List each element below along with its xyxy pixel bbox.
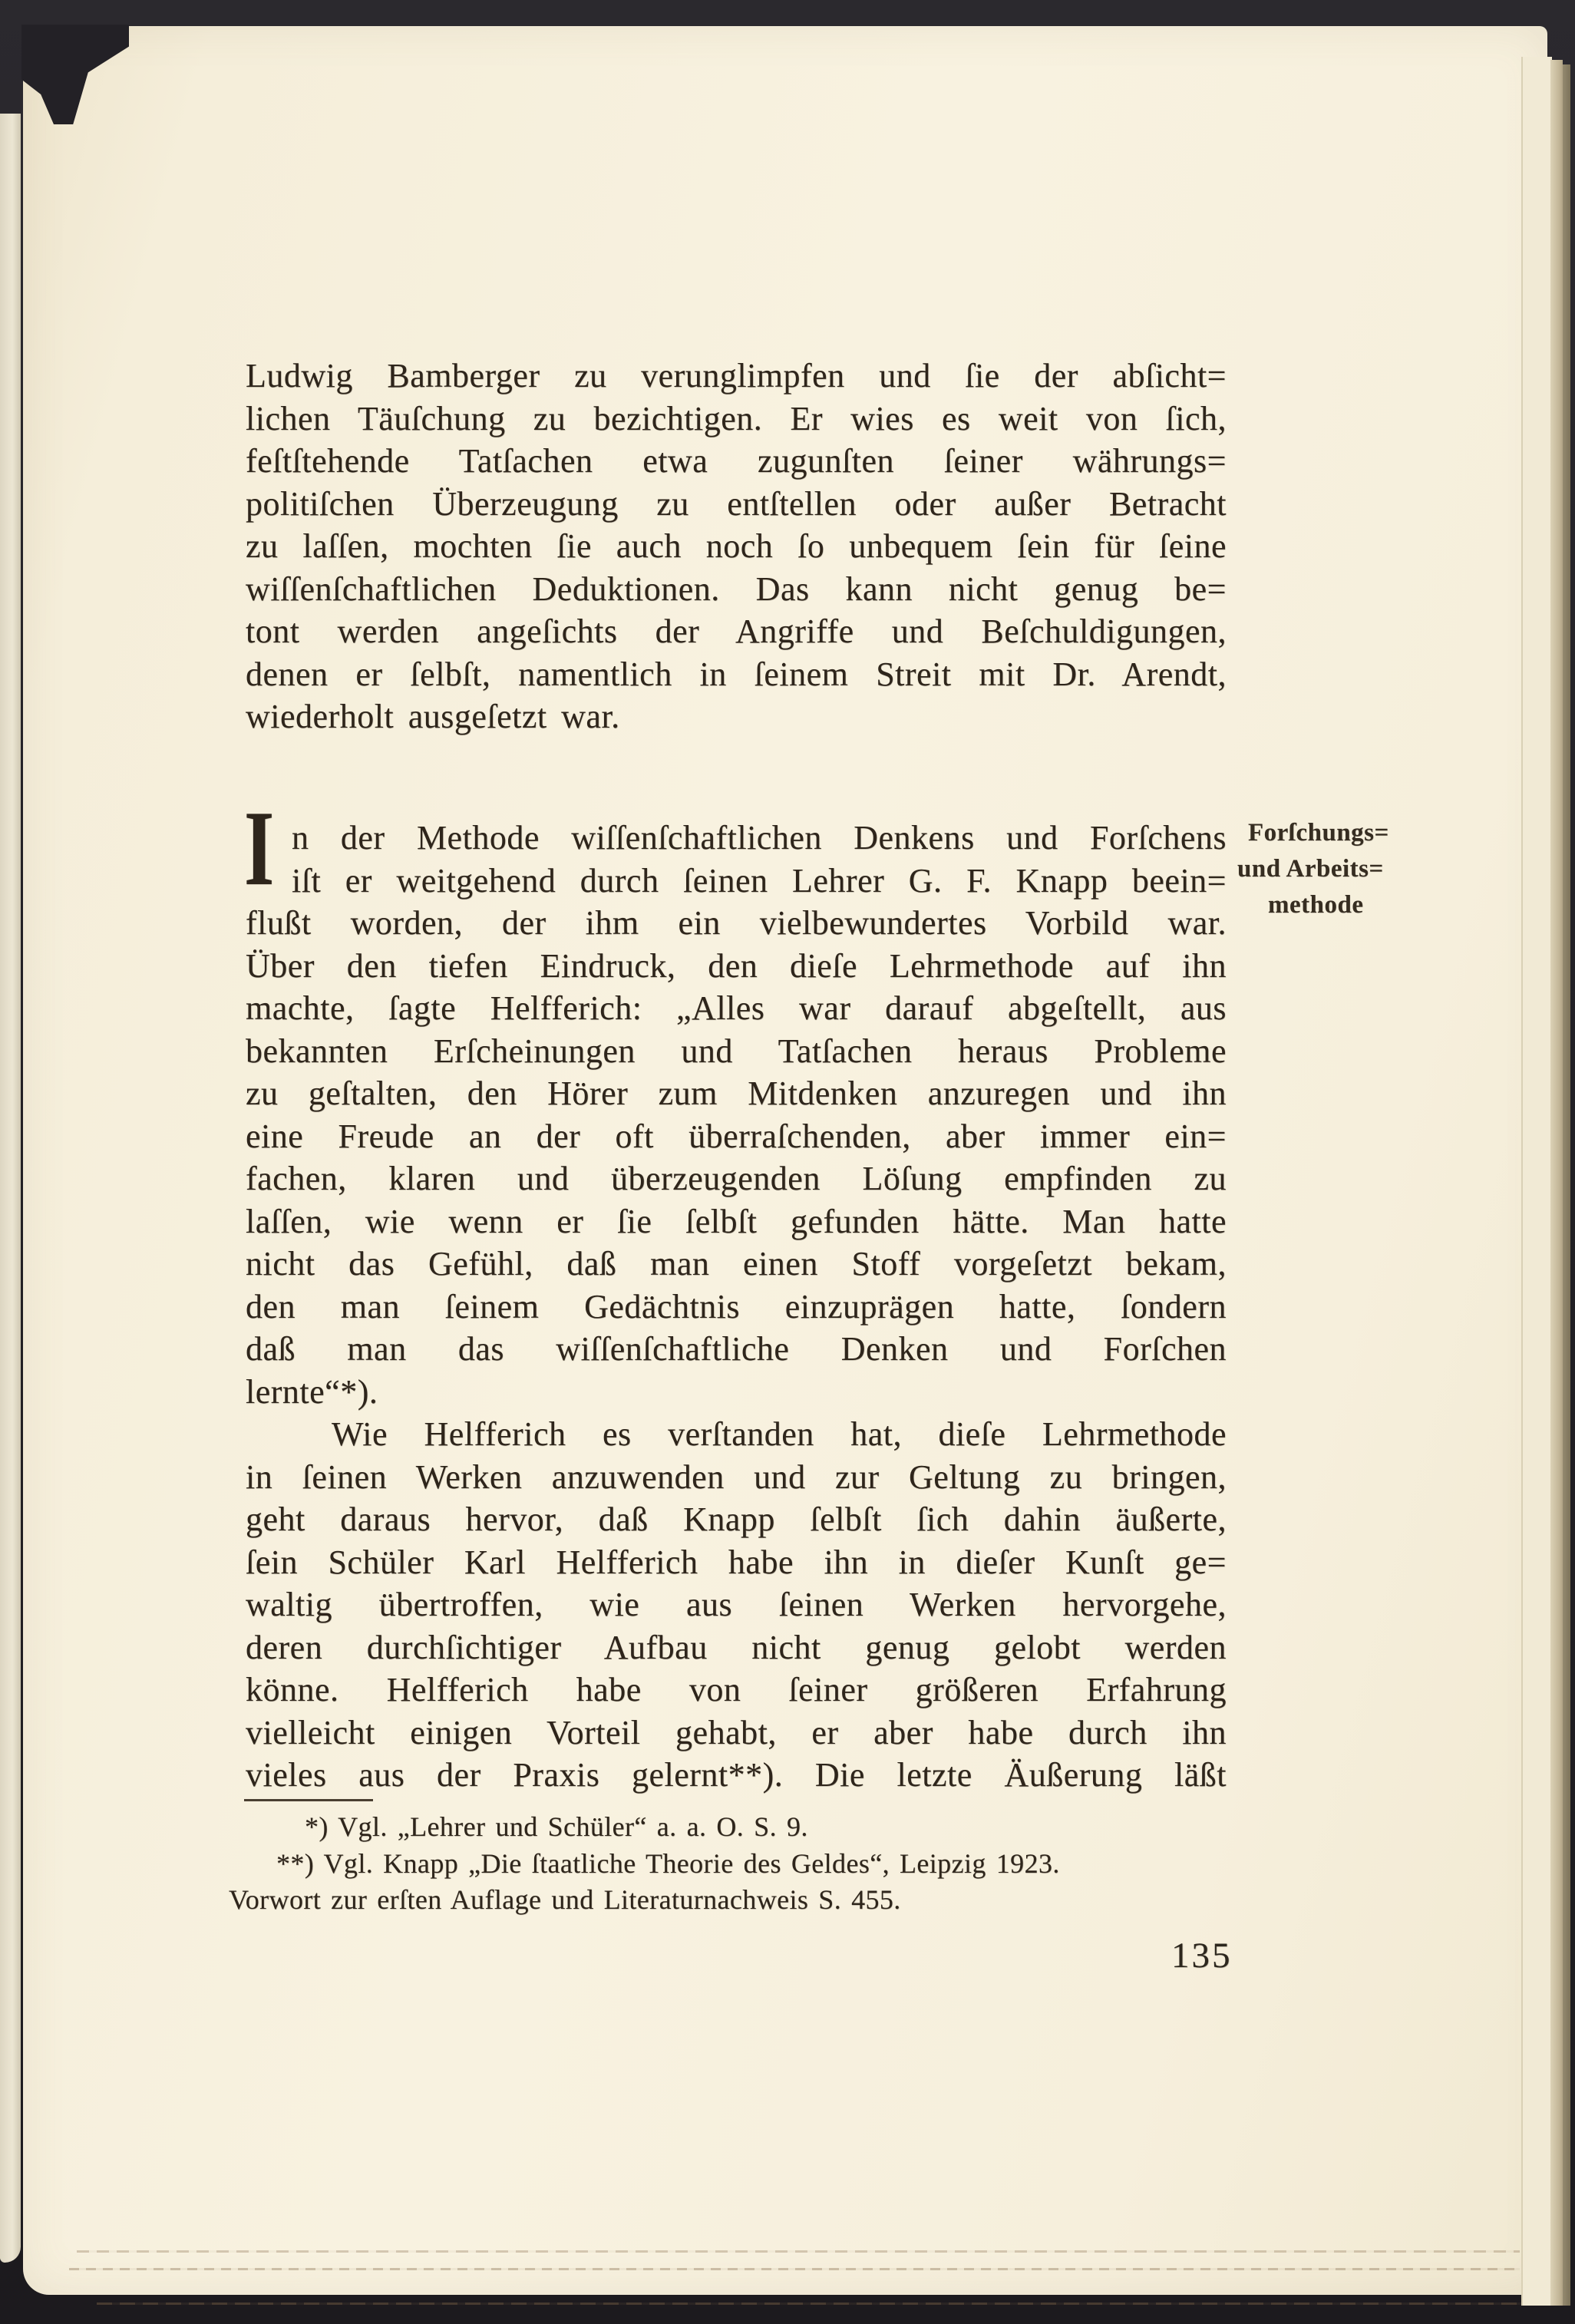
text-line: Vorwort zur erſten Auflage und Literaturnachweis S. 455. bbox=[229, 1884, 901, 1915]
text-line: fachen, klaren und überzeugenden Löſung empfinden zu bbox=[246, 1160, 1227, 1197]
paragraph-2-body bbox=[246, 902, 1227, 1371]
text-line: eine Freude an der oft überraſchenden, aber immer ein= bbox=[246, 1117, 1227, 1155]
text-line: iſt er weitgehend durch ſeinen Lehrer G. F. Knapp beein= bbox=[292, 861, 1227, 900]
text-line: waltig übertroffen, wie aus ſeinen Werken hervorgehe, bbox=[246, 1586, 1227, 1623]
text-line: Wie Helfferich es verſtanden hat, dieſe Lehrmethode bbox=[332, 1415, 1227, 1453]
text-line: in ſeinen Werken anzuwenden und zur Geltung zu bringen, bbox=[246, 1457, 1227, 1496]
text-line: könne. Helfferich habe von ſeiner größeren Erfahrung bbox=[246, 1671, 1227, 1708]
text-line: den man ſeinem Gedächtnis einzuprägen hatte, ſondern bbox=[246, 1287, 1227, 1325]
book-page bbox=[23, 26, 1547, 2295]
text-line: nicht das Gefühl, daß man einen Stoff vorgeſetzt bekam, bbox=[246, 1245, 1227, 1282]
text-line: ſein Schüler Karl Helfferich habe ihn in dieſer Kunſt ge= bbox=[246, 1543, 1227, 1581]
text-line: Ludwig Bamberger zu verunglimpfen und ſie der abſicht= bbox=[246, 357, 1227, 394]
text-line: Über den tiefen Eindruck, den dieſe Lehrmethode auf ihn bbox=[246, 946, 1227, 985]
text-line: wiſſenſchaftlichen Deduktionen. Das kann nicht genug be= bbox=[246, 569, 1227, 608]
text-line: politiſchen Überzeugung zu entſtellen oder außer Betracht bbox=[246, 484, 1227, 523]
footnotes bbox=[229, 1809, 1227, 1919]
text-line: methode bbox=[1268, 891, 1364, 919]
page-stack-right-edge bbox=[1563, 64, 1570, 2306]
text-line: bekannten Erſcheinungen und Tatſachen heraus Probleme bbox=[246, 1032, 1227, 1070]
text-line: n der Methode wiſſenſchaftlichen Denkens und Forſchens bbox=[292, 819, 1227, 857]
page-number: 135 bbox=[1171, 1936, 1233, 1976]
text-line: Forſchungs= bbox=[1248, 819, 1389, 847]
text-line: zu laſſen, mochten ſie auch noch ſo unbequem ſein für ſeine bbox=[246, 527, 1227, 565]
text-line: tont werden angeſichts der Angriffe und Beſchuldigungen, bbox=[246, 612, 1227, 650]
text-line: lernte“*). bbox=[246, 1372, 378, 1411]
text-line: vielleicht einigen Vorteil gehabt, er aber habe durch ihn bbox=[246, 1713, 1227, 1751]
page-stack-right-edge bbox=[1521, 57, 1552, 2306]
drop-cap-initial: I bbox=[244, 789, 275, 908]
paragraph-3 bbox=[246, 1413, 1227, 1797]
gutter-crease bbox=[55, 134, 77, 2283]
margin-note bbox=[1237, 815, 1429, 923]
page-bottom-edge-line bbox=[97, 2303, 1524, 2305]
text-line: flußt worden, der ihm ein vielbewundertes Vorbild war. bbox=[246, 904, 1227, 942]
text-line: laſſen, wie wenn er ſie ſelbſt gefunden hätte. Man hatte bbox=[246, 1202, 1227, 1240]
text-line: feſtſtehende Tatſachen etwa zugunſten ſeiner währungs= bbox=[246, 442, 1227, 480]
paragraph-2 bbox=[246, 817, 1227, 1413]
text-line: deren durchſichtiger Aufbau nicht genug gelobt werden bbox=[246, 1628, 1227, 1666]
text-line: **) Vgl. Knapp „Die ſtaatliche Theorie des Geldes“, Leipzig 1923. bbox=[276, 1847, 1060, 1879]
text-line: geht daraus hervor, daß Knapp ſelbſt ſich dahin äußerte, bbox=[246, 1500, 1227, 1538]
footnote-separator bbox=[244, 1799, 373, 1801]
text-line: denen er ſelbſt, namentlich in ſeinem Streit mit Dr. Arendt, bbox=[246, 655, 1227, 693]
text-line: machte, ſagte Helfferich: „Alles war darauf abgeſtellt, aus bbox=[246, 989, 1227, 1027]
paragraph-1 bbox=[246, 355, 1227, 738]
underlying-page-sliver bbox=[0, 114, 21, 2263]
text-line: vieles aus der Praxis gelernt**). Die letzte Äußerung läßt bbox=[246, 1756, 1227, 1794]
text-line: zu geſtalten, den Hörer zum Mitdenken anzuregen und ihn bbox=[246, 1075, 1227, 1112]
text-line: wiederholt ausgeſetzt war. bbox=[246, 698, 620, 735]
text-line: *) Vgl. „Lehrer und Schüler“ a. a. O. S. 9. bbox=[305, 1811, 808, 1842]
text-line: lichen Täuſchung zu bezichtigen. Er wies es weit von ſich, bbox=[246, 399, 1227, 437]
text-line: daß man das wiſſenſchaftliche Denken und Forſchen bbox=[246, 1330, 1227, 1368]
page-bottom-edge-line bbox=[69, 2268, 1520, 2270]
text-line: und Arbeits= bbox=[1237, 855, 1384, 883]
page-stack-right-edge bbox=[1550, 60, 1563, 2306]
page-bottom-edge-line bbox=[77, 2250, 1520, 2253]
